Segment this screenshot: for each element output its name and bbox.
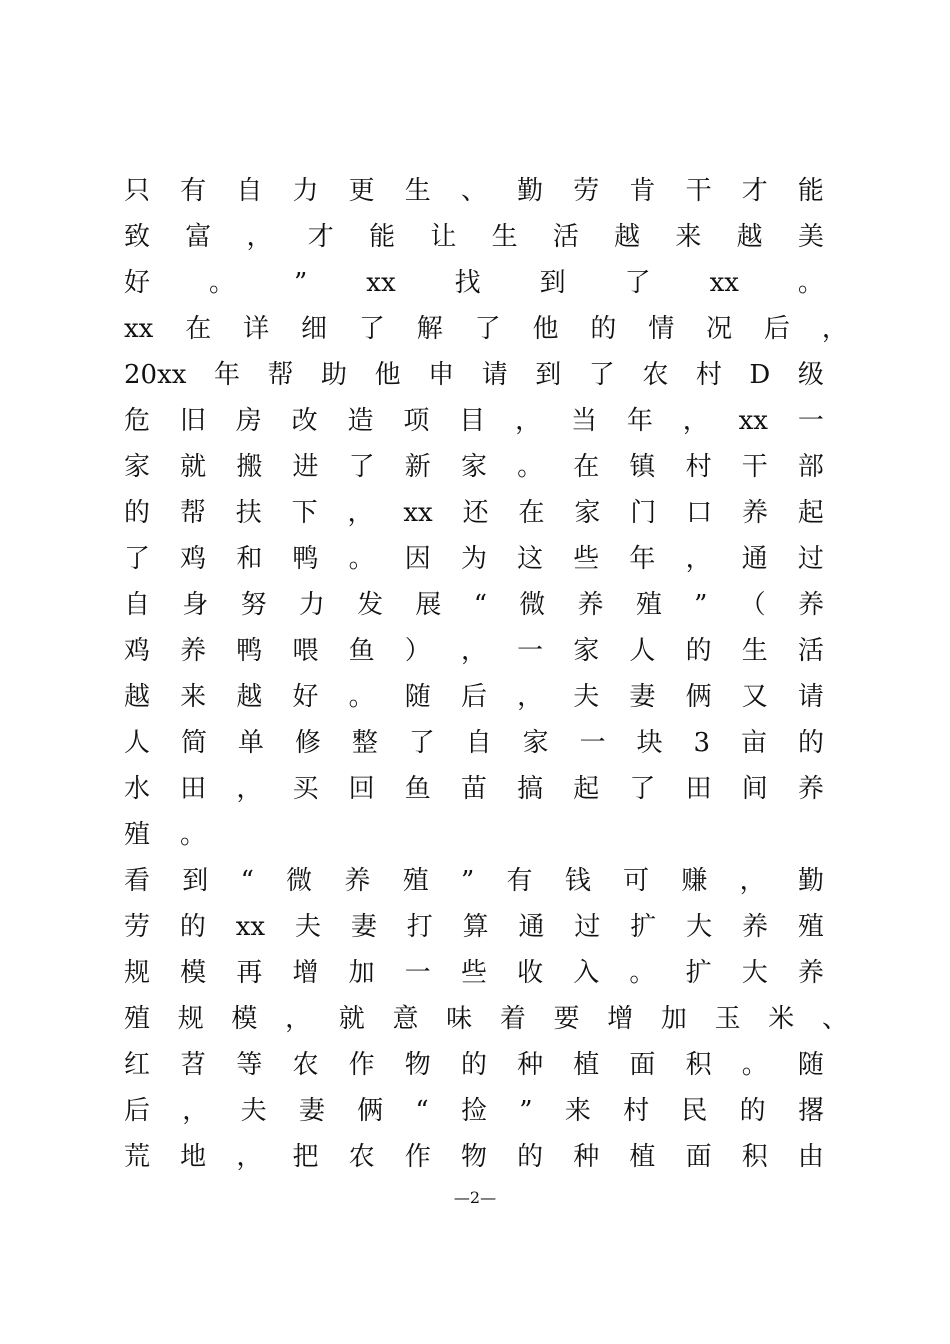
text-line: 人 简 单 修 整 了 自 家 一 块 3 亩 的 — [124, 728, 824, 758]
text-line: 的 帮 扶 下 ， xx 还 在 家 门 口 养 起 — [124, 498, 824, 528]
text-line: 越 来 越 好 。 随 后 ， 夫 妻 俩 又 请 — [124, 682, 824, 712]
page-number: —2— — [453, 1188, 497, 1207]
text-line: 20xx 年 帮 助 他 申 请 到 了 农 村 D 级 — [124, 360, 824, 390]
text-line: 家 就 搬 进 了 新 家 。 在 镇 村 干 部 — [124, 452, 824, 482]
text-line: 危 旧 房 改 造 项 目 ， 当 年 ， xx 一 — [124, 406, 824, 436]
text-line: 劳 的 xx 夫 妻 打 算 通 过 扩 大 养 殖 — [124, 912, 824, 942]
text-line: 致 富 ， 才 能 让 生 活 越 来 越 美 — [124, 222, 824, 252]
body-text — [124, 168, 848, 1180]
text-line: 水 田 ， 买 回 鱼 苗 搞 起 了 田 间 养 — [124, 774, 824, 804]
text-line: 后 ， 夫 妻 俩 “ 捡 ” 来 村 民 的 撂 — [124, 1096, 824, 1126]
text-line: 自 身 努 力 发 展 “ 微 养 殖 ” （ 养 — [124, 590, 824, 620]
text-line: 鸡 养 鸭 喂 鱼 ） ， 一 家 人 的 生 活 — [124, 636, 824, 666]
text-line: 只 有 自 力 更 生 、 勤 劳 肯 干 才 能 — [124, 176, 824, 206]
text-line: 殖 。 — [124, 820, 207, 850]
text-line: 了 鸡 和 鸭 。 因 为 这 些 年 ， 通 过 — [124, 544, 824, 574]
text-line: 好 。 ” xx 找 到 了 xx 。 — [124, 268, 824, 298]
text-line: 看 到 “ 微 养 殖 ” 有 钱 可 赚 ， 勤 — [124, 866, 824, 896]
text-line: xx 在 详 细 了 解 了 他 的 情 况 后 ， — [124, 314, 848, 344]
text-line: 殖 规 模 ， 就 意 味 着 要 增 加 玉 米 、 — [124, 1004, 848, 1034]
text-line: 荒 地 ， 把 农 作 物 的 种 植 面 积 由 — [124, 1142, 824, 1172]
text-line: 规 模 再 增 加 一 些 收 入 。 扩 大 养 — [124, 958, 824, 988]
text-line: 红 苕 等 农 作 物 的 种 植 面 积 。 随 — [124, 1050, 824, 1080]
